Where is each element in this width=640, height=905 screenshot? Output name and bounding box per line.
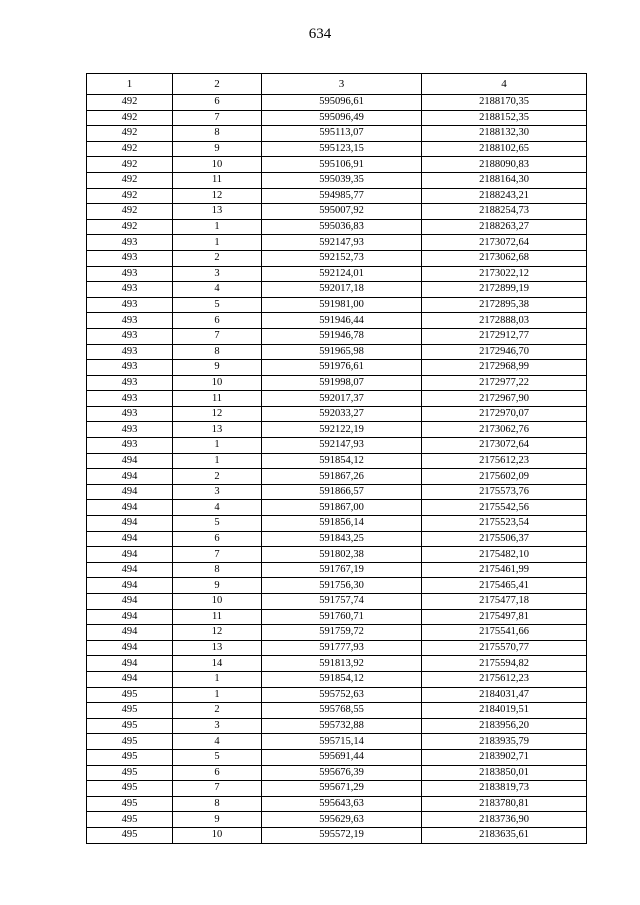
x-coordinate-cell: 591976,61	[262, 360, 422, 376]
y-coordinate-cell: 2183902,71	[422, 749, 587, 765]
x-coordinate-cell: 591854,12	[262, 453, 422, 469]
table-row	[87, 656, 587, 672]
plot-number-cell: 493	[87, 235, 173, 251]
y-coordinate-cell: 2188090,83	[422, 157, 587, 173]
table-row	[87, 313, 587, 329]
y-coordinate-cell: 2183736,90	[422, 812, 587, 828]
y-coordinate-cell: 2188152,35	[422, 110, 587, 126]
table-row	[87, 266, 587, 282]
point-number-cell: 7	[173, 110, 262, 126]
x-coordinate-cell: 591866,57	[262, 484, 422, 500]
point-number-cell: 2	[173, 469, 262, 485]
x-coordinate-cell: 592017,37	[262, 391, 422, 407]
point-number-cell: 2	[173, 703, 262, 719]
table-row	[87, 219, 587, 235]
point-number-cell: 5	[173, 749, 262, 765]
y-coordinate-cell: 2183850,01	[422, 765, 587, 781]
x-coordinate-cell: 591856,14	[262, 516, 422, 532]
plot-number-cell: 493	[87, 375, 173, 391]
plot-number-cell: 493	[87, 313, 173, 329]
y-coordinate-cell: 2183935,79	[422, 734, 587, 750]
y-coordinate-cell: 2172899,19	[422, 282, 587, 298]
table-row	[87, 718, 587, 734]
point-number-cell: 12	[173, 188, 262, 204]
table-row	[87, 640, 587, 656]
x-coordinate-cell: 595715,14	[262, 734, 422, 750]
point-number-cell: 4	[173, 282, 262, 298]
table-row	[87, 95, 587, 111]
point-number-cell: 13	[173, 422, 262, 438]
x-coordinate-cell: 592017,18	[262, 282, 422, 298]
table-row	[87, 734, 587, 750]
plot-number-cell: 495	[87, 796, 173, 812]
y-coordinate-cell: 2173062,76	[422, 422, 587, 438]
x-coordinate-cell: 592033,27	[262, 406, 422, 422]
plot-number-cell: 495	[87, 718, 173, 734]
table-row	[87, 531, 587, 547]
point-number-cell: 10	[173, 157, 262, 173]
x-coordinate-cell: 591777,93	[262, 640, 422, 656]
y-coordinate-cell: 2175612,23	[422, 671, 587, 687]
y-coordinate-cell: 2175465,41	[422, 578, 587, 594]
point-number-cell: 6	[173, 531, 262, 547]
point-number-cell: 7	[173, 547, 262, 563]
point-number-cell: 3	[173, 484, 262, 500]
point-number-cell: 6	[173, 765, 262, 781]
table-row	[87, 562, 587, 578]
y-coordinate-cell: 2175573,76	[422, 484, 587, 500]
point-number-cell: 6	[173, 313, 262, 329]
column-header-2: 2	[173, 74, 262, 95]
point-number-cell: 1	[173, 671, 262, 687]
point-number-cell: 10	[173, 594, 262, 610]
point-number-cell: 11	[173, 172, 262, 188]
y-coordinate-cell: 2172888,03	[422, 313, 587, 329]
x-coordinate-cell: 591813,92	[262, 656, 422, 672]
y-coordinate-cell: 2184031,47	[422, 687, 587, 703]
plot-number-cell: 495	[87, 703, 173, 719]
table-row	[87, 438, 587, 454]
plot-number-cell: 495	[87, 812, 173, 828]
table-row	[87, 282, 587, 298]
x-coordinate-cell: 595036,83	[262, 219, 422, 235]
plot-number-cell: 493	[87, 266, 173, 282]
y-coordinate-cell: 2183956,20	[422, 718, 587, 734]
y-coordinate-cell: 2188170,35	[422, 95, 587, 111]
x-coordinate-cell: 591946,44	[262, 313, 422, 329]
x-coordinate-cell: 595643,63	[262, 796, 422, 812]
y-coordinate-cell: 2172970,07	[422, 406, 587, 422]
point-number-cell: 7	[173, 781, 262, 797]
point-number-cell: 4	[173, 734, 262, 750]
point-number-cell: 2	[173, 250, 262, 266]
y-coordinate-cell: 2188132,30	[422, 126, 587, 142]
point-number-cell: 3	[173, 266, 262, 282]
y-coordinate-cell: 2172967,90	[422, 391, 587, 407]
plot-number-cell: 494	[87, 594, 173, 610]
y-coordinate-cell: 2175542,56	[422, 500, 587, 516]
y-coordinate-cell: 2172946,70	[422, 344, 587, 360]
plot-number-cell: 494	[87, 609, 173, 625]
table-row	[87, 625, 587, 641]
x-coordinate-cell: 595752,63	[262, 687, 422, 703]
x-coordinate-cell: 591767,19	[262, 562, 422, 578]
table-row	[87, 391, 587, 407]
plot-number-cell: 493	[87, 360, 173, 376]
point-number-cell: 6	[173, 95, 262, 111]
point-number-cell: 8	[173, 126, 262, 142]
plot-number-cell: 492	[87, 188, 173, 204]
point-number-cell: 5	[173, 297, 262, 313]
y-coordinate-cell: 2183780,81	[422, 796, 587, 812]
plot-number-cell: 495	[87, 734, 173, 750]
table-row	[87, 328, 587, 344]
plot-number-cell: 493	[87, 344, 173, 360]
plot-number-cell: 492	[87, 172, 173, 188]
y-coordinate-cell: 2173072,64	[422, 235, 587, 251]
table-row	[87, 126, 587, 142]
x-coordinate-cell: 591965,98	[262, 344, 422, 360]
y-coordinate-cell: 2175482,10	[422, 547, 587, 563]
y-coordinate-cell: 2175570,77	[422, 640, 587, 656]
x-coordinate-cell: 591981,00	[262, 297, 422, 313]
x-coordinate-cell: 591756,30	[262, 578, 422, 594]
plot-number-cell: 495	[87, 781, 173, 797]
y-coordinate-cell: 2175541,66	[422, 625, 587, 641]
plot-number-cell: 493	[87, 328, 173, 344]
table-row	[87, 250, 587, 266]
x-coordinate-cell: 594985,77	[262, 188, 422, 204]
x-coordinate-cell: 592152,73	[262, 250, 422, 266]
y-coordinate-cell: 2188164,30	[422, 172, 587, 188]
table-row	[87, 796, 587, 812]
plot-number-cell: 494	[87, 671, 173, 687]
table-row	[87, 204, 587, 220]
table-row	[87, 344, 587, 360]
plot-number-cell: 493	[87, 406, 173, 422]
plot-number-cell: 495	[87, 765, 173, 781]
x-coordinate-cell: 595123,15	[262, 141, 422, 157]
table-row	[87, 235, 587, 251]
table-row	[87, 484, 587, 500]
table-body	[87, 95, 587, 844]
x-coordinate-cell: 595096,49	[262, 110, 422, 126]
x-coordinate-cell: 591867,26	[262, 469, 422, 485]
point-number-cell: 1	[173, 453, 262, 469]
plot-number-cell: 493	[87, 422, 173, 438]
point-number-cell: 8	[173, 796, 262, 812]
y-coordinate-cell: 2175477,18	[422, 594, 587, 610]
plot-number-cell: 493	[87, 391, 173, 407]
x-coordinate-cell: 592147,93	[262, 438, 422, 454]
y-coordinate-cell: 2188102,65	[422, 141, 587, 157]
x-coordinate-cell: 595691,44	[262, 749, 422, 765]
table-row	[87, 360, 587, 376]
x-coordinate-cell: 595007,92	[262, 204, 422, 220]
table-row	[87, 516, 587, 532]
table-row	[87, 375, 587, 391]
table-row	[87, 469, 587, 485]
x-coordinate-cell: 591757,74	[262, 594, 422, 610]
table-row	[87, 547, 587, 563]
x-coordinate-cell: 595039,35	[262, 172, 422, 188]
y-coordinate-cell: 2173062,68	[422, 250, 587, 266]
x-coordinate-cell: 595676,39	[262, 765, 422, 781]
x-coordinate-cell: 595572,19	[262, 827, 422, 843]
x-coordinate-cell: 595671,29	[262, 781, 422, 797]
plot-number-cell: 492	[87, 110, 173, 126]
point-number-cell: 1	[173, 235, 262, 251]
x-coordinate-cell: 591760,71	[262, 609, 422, 625]
point-number-cell: 1	[173, 687, 262, 703]
table-row	[87, 578, 587, 594]
coordinates-table	[86, 73, 587, 844]
y-coordinate-cell: 2183635,61	[422, 827, 587, 843]
point-number-cell: 4	[173, 500, 262, 516]
x-coordinate-cell: 591843,25	[262, 531, 422, 547]
y-coordinate-cell: 2175497,81	[422, 609, 587, 625]
table-row	[87, 406, 587, 422]
table-row	[87, 297, 587, 313]
point-number-cell: 3	[173, 718, 262, 734]
x-coordinate-cell: 595106,91	[262, 157, 422, 173]
table-row	[87, 827, 587, 843]
x-coordinate-cell: 591946,78	[262, 328, 422, 344]
point-number-cell: 9	[173, 578, 262, 594]
x-coordinate-cell: 595113,07	[262, 126, 422, 142]
y-coordinate-cell: 2173022,12	[422, 266, 587, 282]
page-number: 634	[308, 26, 332, 42]
plot-number-cell: 494	[87, 640, 173, 656]
x-coordinate-cell: 592122,19	[262, 422, 422, 438]
table-row	[87, 812, 587, 828]
table-row	[87, 157, 587, 173]
plot-number-cell: 492	[87, 219, 173, 235]
x-coordinate-cell: 592124,01	[262, 266, 422, 282]
table-row	[87, 188, 587, 204]
plot-number-cell: 493	[87, 297, 173, 313]
table-row	[87, 703, 587, 719]
table-row	[87, 141, 587, 157]
point-number-cell: 10	[173, 375, 262, 391]
point-number-cell: 1	[173, 438, 262, 454]
plot-number-cell: 492	[87, 126, 173, 142]
point-number-cell: 9	[173, 360, 262, 376]
x-coordinate-cell: 591759,72	[262, 625, 422, 641]
point-number-cell: 7	[173, 328, 262, 344]
y-coordinate-cell: 2184019,51	[422, 703, 587, 719]
table-row	[87, 110, 587, 126]
table-row	[87, 453, 587, 469]
table-row	[87, 609, 587, 625]
point-number-cell: 11	[173, 609, 262, 625]
point-number-cell: 12	[173, 625, 262, 641]
point-number-cell: 1	[173, 219, 262, 235]
table-row	[87, 422, 587, 438]
y-coordinate-cell: 2175602,09	[422, 469, 587, 485]
table-row	[87, 500, 587, 516]
point-number-cell: 8	[173, 344, 262, 360]
y-coordinate-cell: 2188263,27	[422, 219, 587, 235]
plot-number-cell: 494	[87, 562, 173, 578]
column-header-3: 3	[262, 74, 422, 95]
y-coordinate-cell: 2175612,23	[422, 453, 587, 469]
plot-number-cell: 495	[87, 749, 173, 765]
table-row	[87, 781, 587, 797]
y-coordinate-cell: 2175594,82	[422, 656, 587, 672]
plot-number-cell: 494	[87, 625, 173, 641]
column-header-4: 4	[422, 74, 587, 95]
x-coordinate-cell: 595732,88	[262, 718, 422, 734]
plot-number-cell: 495	[87, 827, 173, 843]
plot-number-cell: 493	[87, 438, 173, 454]
plot-number-cell: 494	[87, 484, 173, 500]
plot-number-cell: 494	[87, 578, 173, 594]
table-row	[87, 671, 587, 687]
table-row	[87, 765, 587, 781]
point-number-cell: 13	[173, 204, 262, 220]
plot-number-cell: 494	[87, 453, 173, 469]
y-coordinate-cell: 2175523,54	[422, 516, 587, 532]
point-number-cell: 8	[173, 562, 262, 578]
x-coordinate-cell: 591998,07	[262, 375, 422, 391]
y-coordinate-cell: 2175506,37	[422, 531, 587, 547]
plot-number-cell: 492	[87, 157, 173, 173]
y-coordinate-cell: 2173072,64	[422, 438, 587, 454]
point-number-cell: 10	[173, 827, 262, 843]
table-row	[87, 172, 587, 188]
y-coordinate-cell: 2172968,99	[422, 360, 587, 376]
point-number-cell: 12	[173, 406, 262, 422]
plot-number-cell: 493	[87, 282, 173, 298]
point-number-cell: 9	[173, 812, 262, 828]
point-number-cell: 14	[173, 656, 262, 672]
column-header-1: 1	[87, 74, 173, 95]
y-coordinate-cell: 2172977,22	[422, 375, 587, 391]
y-coordinate-cell: 2172912,77	[422, 328, 587, 344]
y-coordinate-cell: 2188254,73	[422, 204, 587, 220]
plot-number-cell: 492	[87, 141, 173, 157]
plot-number-cell: 494	[87, 516, 173, 532]
plot-number-cell: 495	[87, 687, 173, 703]
table-header-row	[87, 74, 587, 95]
table-row	[87, 687, 587, 703]
point-number-cell: 11	[173, 391, 262, 407]
plot-number-cell: 494	[87, 656, 173, 672]
x-coordinate-cell: 591867,00	[262, 500, 422, 516]
y-coordinate-cell: 2183819,73	[422, 781, 587, 797]
point-number-cell: 9	[173, 141, 262, 157]
table-row	[87, 749, 587, 765]
plot-number-cell: 494	[87, 531, 173, 547]
x-coordinate-cell: 595768,55	[262, 703, 422, 719]
y-coordinate-cell: 2175461,99	[422, 562, 587, 578]
plot-number-cell: 492	[87, 204, 173, 220]
plot-number-cell: 492	[87, 95, 173, 111]
point-number-cell: 13	[173, 640, 262, 656]
point-number-cell: 5	[173, 516, 262, 532]
plot-number-cell: 494	[87, 500, 173, 516]
x-coordinate-cell: 592147,93	[262, 235, 422, 251]
plot-number-cell: 493	[87, 250, 173, 266]
plot-number-cell: 494	[87, 469, 173, 485]
table-row	[87, 594, 587, 610]
x-coordinate-cell: 595096,61	[262, 95, 422, 111]
x-coordinate-cell: 591854,12	[262, 671, 422, 687]
x-coordinate-cell: 595629,63	[262, 812, 422, 828]
plot-number-cell: 494	[87, 547, 173, 563]
y-coordinate-cell: 2188243,21	[422, 188, 587, 204]
y-coordinate-cell: 2172895,38	[422, 297, 587, 313]
x-coordinate-cell: 591802,38	[262, 547, 422, 563]
